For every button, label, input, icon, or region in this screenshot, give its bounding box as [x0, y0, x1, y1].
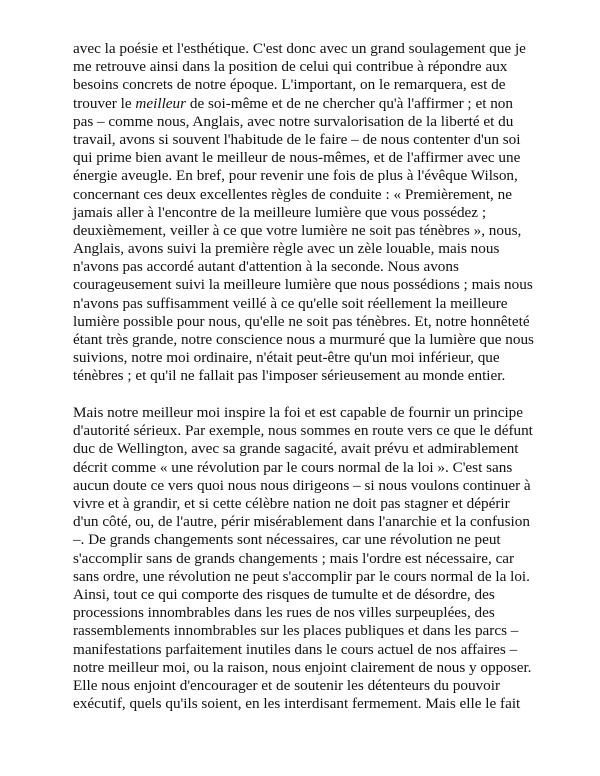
text-line: qui prime bien avant le meilleur de nous-mêmes, et de l'affirmer avec une [73, 149, 521, 167]
text-line: courageusement suivi la meilleure lumière que nous possédions ; mais nous [73, 276, 533, 294]
text-line: d'un côté, ou, de l'autre, périr misérablement dans l'anarchie et la confusion [73, 513, 530, 531]
text-line: avec la poésie et l'esthétique. C'est donc avec un grand soulagement que je [73, 40, 526, 57]
text-line: trouver le meilleur de soi-même et de ne chercher qu'à l'affirmer ; et non [73, 94, 513, 112]
text-line: deuxièmement, veiller à ce que votre lumière ne soit pas ténèbres », nous, [73, 221, 522, 239]
text-line: suivions, notre moi ordinaire, n'était peut-être qu'un moi inférieur, que [73, 349, 500, 367]
text-line: Anglais, avons suivi la première règle avec un zèle louable, mais nous [73, 240, 500, 258]
text-line: lumière possible pour nous, qu'elle ne soit pas ténèbres. Et, notre honnêteté [73, 312, 530, 330]
text-line: travail, avons si souvent l'habitude de le faire – de nous contenter d'un soi [73, 130, 521, 148]
text-line: aucun doute ce vers quoi nous nous dirigeons – si nous voulons continuer à [73, 476, 531, 494]
text-line: Elle nous enjoint d'encourager et de soutenir les détenteurs du pouvoir [73, 676, 501, 694]
text-line: me retrouve ainsi dans la position de celui qui contribue à répondre aux [73, 58, 508, 76]
text-line: processions innombrables dans les rues de nos villes surpeuplées, des [73, 604, 495, 622]
paragraph-2 [73, 404, 543, 713]
text-line: jamais aller à l'encontre de la meilleure lumière que vous possédez ; [73, 203, 487, 221]
text-line: d'autorité sérieux. Par exemple, nous sommes en route vers ce que le défunt [73, 422, 533, 440]
text-line: ténèbres ; et qu'il ne fallait pas l'imposer sérieusement au monde entier. [73, 367, 506, 385]
text-line: concernant ces deux excellentes règles de conduite : « Premièrement, ne [73, 185, 512, 203]
text-line: n'avons pas accordé autant d'attention à la seconde. Nous avons [73, 258, 459, 276]
text-line: vivre et à grandir, et si cette célèbre nation ne doit pas stagner et dépérir [73, 495, 510, 512]
text-line: Ainsi, tout ce qui comporte des risques de tumulte et de désordre, des [73, 585, 495, 603]
text-line: s'accomplir sans de grands changements ; mais l'ordre est nécessaire, car [73, 549, 515, 567]
text-line: pas – comme nous, Anglais, avec notre survalorisation de la liberté et du [73, 112, 514, 130]
text-line: exécutif, quels qu'ils soient, en les interdisant fermement. Mais elle le fait [73, 695, 521, 713]
text-line: Mais notre meilleur moi inspire la foi et est capable de fournir un principe [73, 404, 523, 422]
text-line: étant très grande, notre conscience nous a murmuré que la lumière que nous [73, 331, 534, 348]
text-line: manifestations parfaitement inutiles dans le cours actuel de nos affaires – [73, 640, 518, 658]
text-line: duc de Wellington, avec sa grande sagacité, avait prévu et admirablement [73, 440, 519, 458]
text-line: besoins concrets de notre époque. L'important, on le remarquera, est de [73, 76, 506, 94]
document-page [73, 40, 543, 713]
text-line: –. De grands changements sont nécessaires, car une révolution ne peut [73, 531, 501, 549]
text-line: sans ordre, une révolution ne peut s'accomplir par le cours normal de la loi. [73, 567, 530, 585]
paragraph-1 [73, 40, 543, 386]
text-line: rassemblements innombrables sur les places publiques et dans les parcs – [73, 622, 519, 640]
text-line: décrit comme « une révolution par le cours normal de la loi ». C'est sans [73, 458, 513, 476]
text-line: énergie aveugle. En bref, pour revenir une fois de plus à l'évêque Wilson, [73, 167, 518, 185]
paragraph-gap [73, 386, 543, 405]
text-line: notre meilleur moi, ou la raison, nous enjoint clairement de nous y opposer. [73, 658, 532, 676]
text-line: n'avons pas suffisamment veillé à ce qu'elle soit réellement la meilleure [73, 294, 508, 312]
